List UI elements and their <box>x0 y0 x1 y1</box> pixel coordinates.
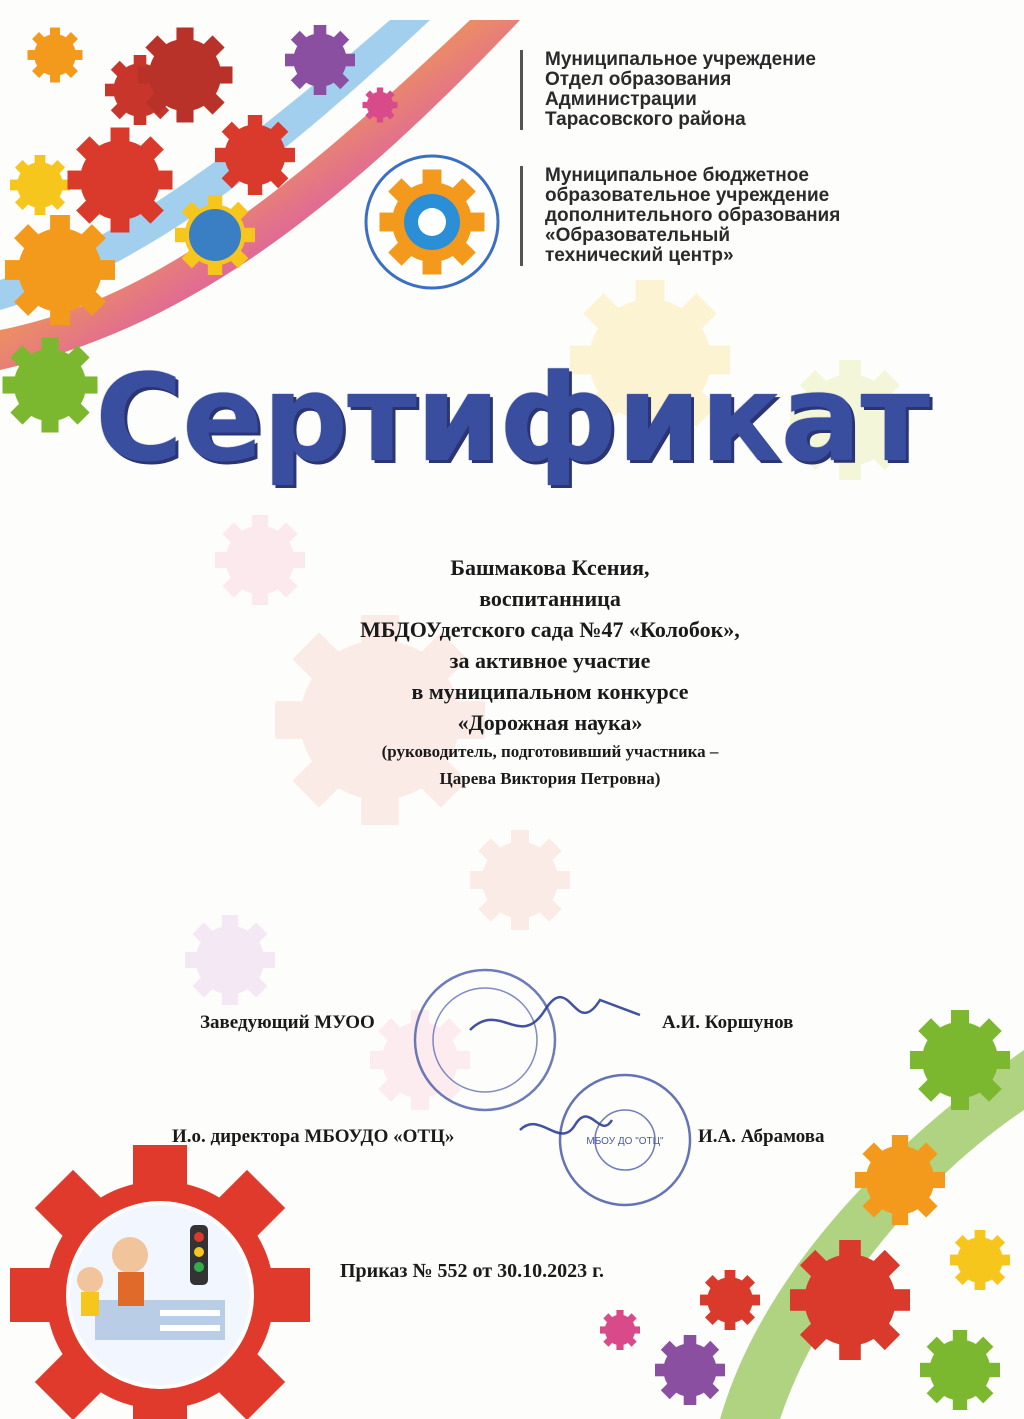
signer-name: И.А. Абрамова <box>698 1126 825 1147</box>
center-line: образовательное учреждение <box>545 185 830 206</box>
department-line: Отдел образования <box>545 69 732 90</box>
contest-intro: в муниципальном конкурсе <box>411 679 689 704</box>
center-stamp-icon <box>560 1075 690 1205</box>
institution: МБДОУдетского сада №47 «Колобок», <box>360 617 740 642</box>
recipient-name: Башмакова Ксения, <box>450 555 650 580</box>
center-line: «Образовательный <box>545 225 731 246</box>
order-reference: Приказ № 552 от 30.10.2023 г. <box>340 1260 604 1282</box>
signer-position: И.о. директора МБОУДО «ОТЦ» <box>172 1126 455 1147</box>
center-line: дополнительного образования <box>545 205 841 226</box>
department-line: Администрации <box>545 89 697 110</box>
center-line: Муниципальное бюджетное <box>545 165 809 186</box>
supervisor-line: Царева Виктория Петровна) <box>439 769 661 788</box>
stamp-center-text: МБОУ ДО "ОТЦ" <box>586 1136 664 1147</box>
center-line: технический центр» <box>545 245 734 266</box>
department-stamp-icon <box>415 970 555 1110</box>
signature-icon <box>470 997 640 1030</box>
department-line: Тарасовского района <box>545 109 746 130</box>
department-line: Муниципальное учреждение <box>545 49 816 70</box>
contest-name: «Дорожная наука» <box>457 710 643 735</box>
award-reason: за активное участие <box>449 648 651 673</box>
signer-name: А.И. Коршунов <box>662 1012 794 1033</box>
recipient-role: воспитанница <box>479 586 621 611</box>
supervisor-line: (руководитель, подготовивший участника – <box>381 742 719 761</box>
signer-position: Заведующий МУОО <box>200 1012 375 1033</box>
certificate-title: Сертификат <box>94 350 930 489</box>
